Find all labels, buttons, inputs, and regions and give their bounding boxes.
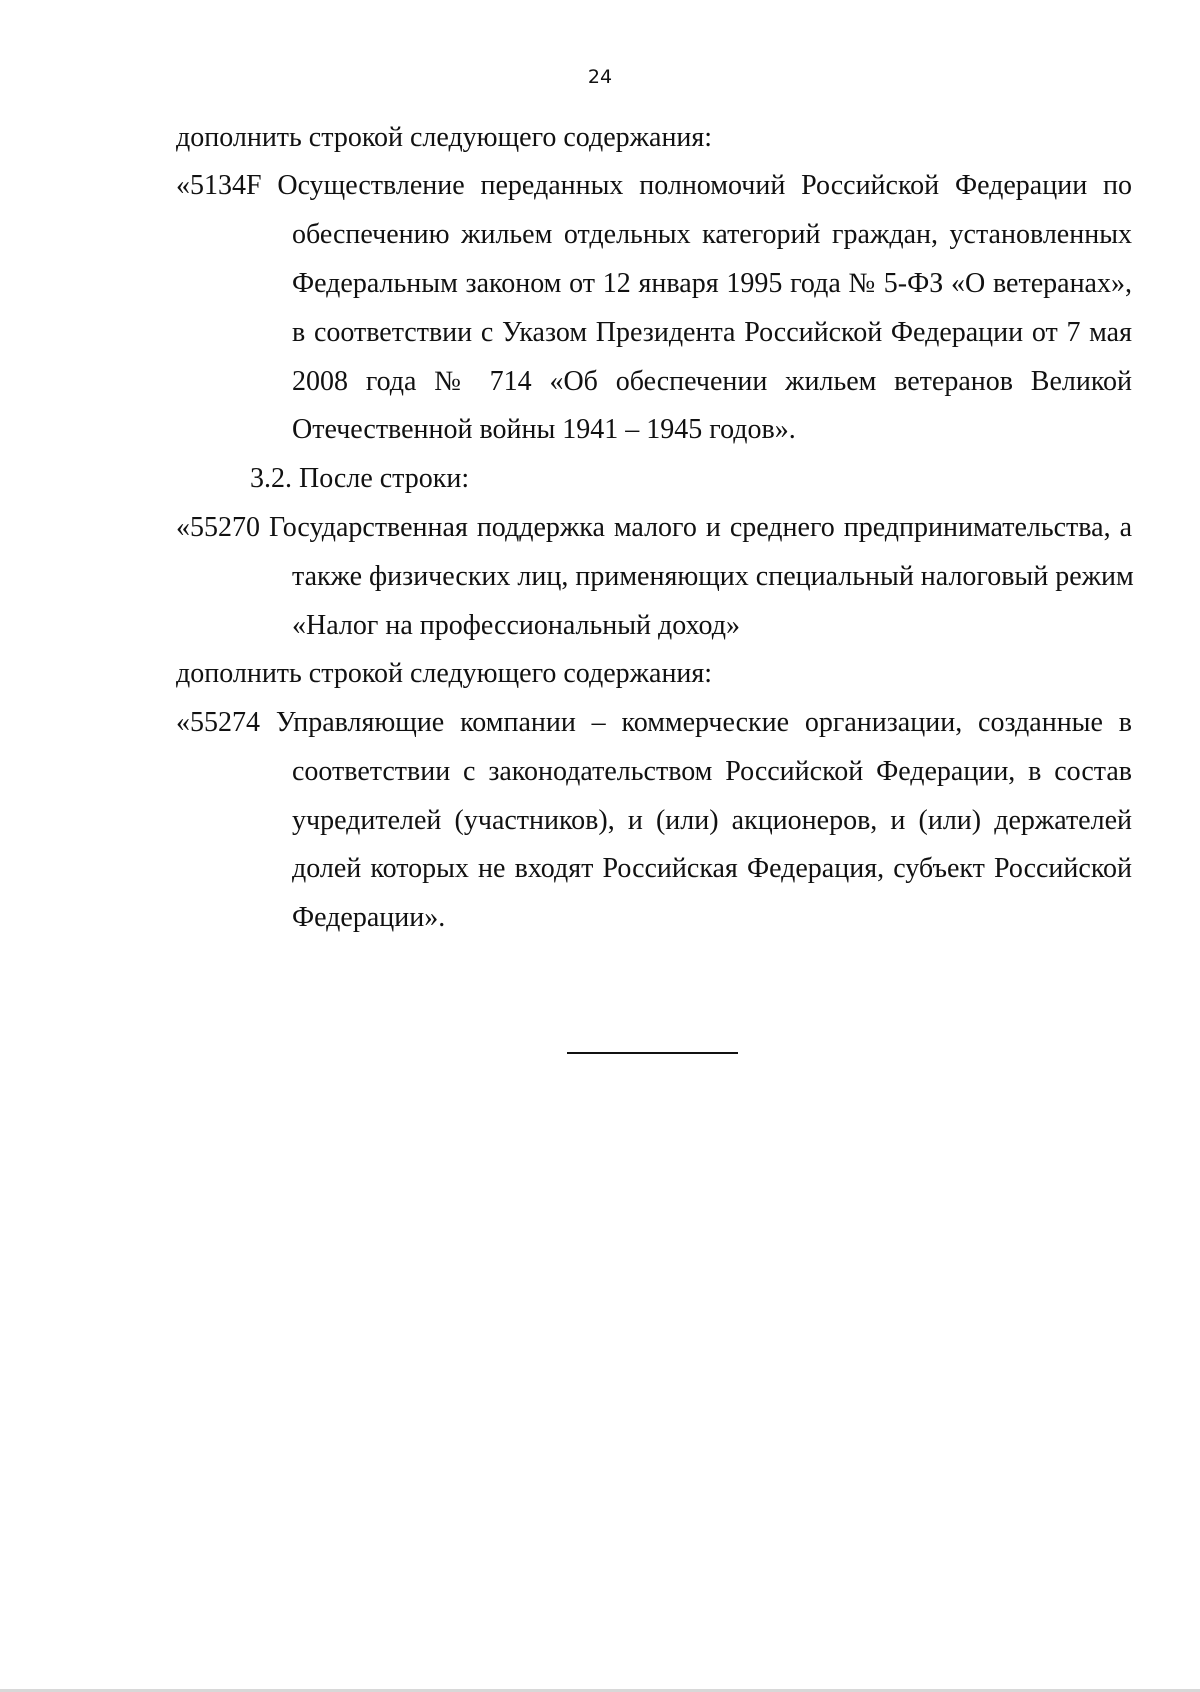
entry-5134f-line-5: 2008 года № 714 «Об обеспечении жильем ветеранов Великой xyxy=(292,366,1132,397)
entry-5134f-line-2: обеспечению жильем отдельных категорий граждан, установленных xyxy=(292,219,1132,250)
entry-55270-line-2: также физических лиц, применяющих специальный налоговый режим xyxy=(292,561,1134,592)
entry-55274-line-1: «55274 Управляющие компании – коммерческие организации, созданные в xyxy=(176,707,1132,738)
section-heading: 3.2. После строки: xyxy=(250,463,470,494)
entry-55270-line-3: «Налог на профессиональный доход» xyxy=(292,610,740,641)
entry-55274-line-5: Федерации». xyxy=(292,902,446,933)
entry-5134f-line-1: «5134F Осуществление переданных полномочий Российской Федерации по xyxy=(176,170,1132,201)
entry-55270-line-1: «55270 Государственная поддержка малого и среднего предпринимательства, а xyxy=(176,512,1132,543)
entry-5134f-line-6: Отечественной войны 1941 – 1945 годов». xyxy=(292,414,796,445)
entry-5134f-line-4: в соответствии с Указом Президента Российской Федерации от 7 мая xyxy=(292,317,1132,348)
intro-line-1: дополнить строкой следующего содержания: xyxy=(176,122,713,153)
entry-55274-line-3: учредителей (участников), и (или) акционеров, и (или) держателей xyxy=(292,805,1132,836)
end-divider xyxy=(567,1052,738,1054)
entry-55274-line-2: соответствии с законодательством Российской Федерации, в состав xyxy=(292,756,1132,787)
entry-55274-line-4: долей которых не входят Российская Федерация, субъект Российской xyxy=(292,853,1132,884)
intro-line-2: дополнить строкой следующего содержания: xyxy=(176,658,713,689)
page-number: 24 xyxy=(587,66,613,88)
entry-5134f-line-3: Федеральным законом от 12 января 1995 года № 5-ФЗ «О ветеранах», xyxy=(292,268,1132,299)
